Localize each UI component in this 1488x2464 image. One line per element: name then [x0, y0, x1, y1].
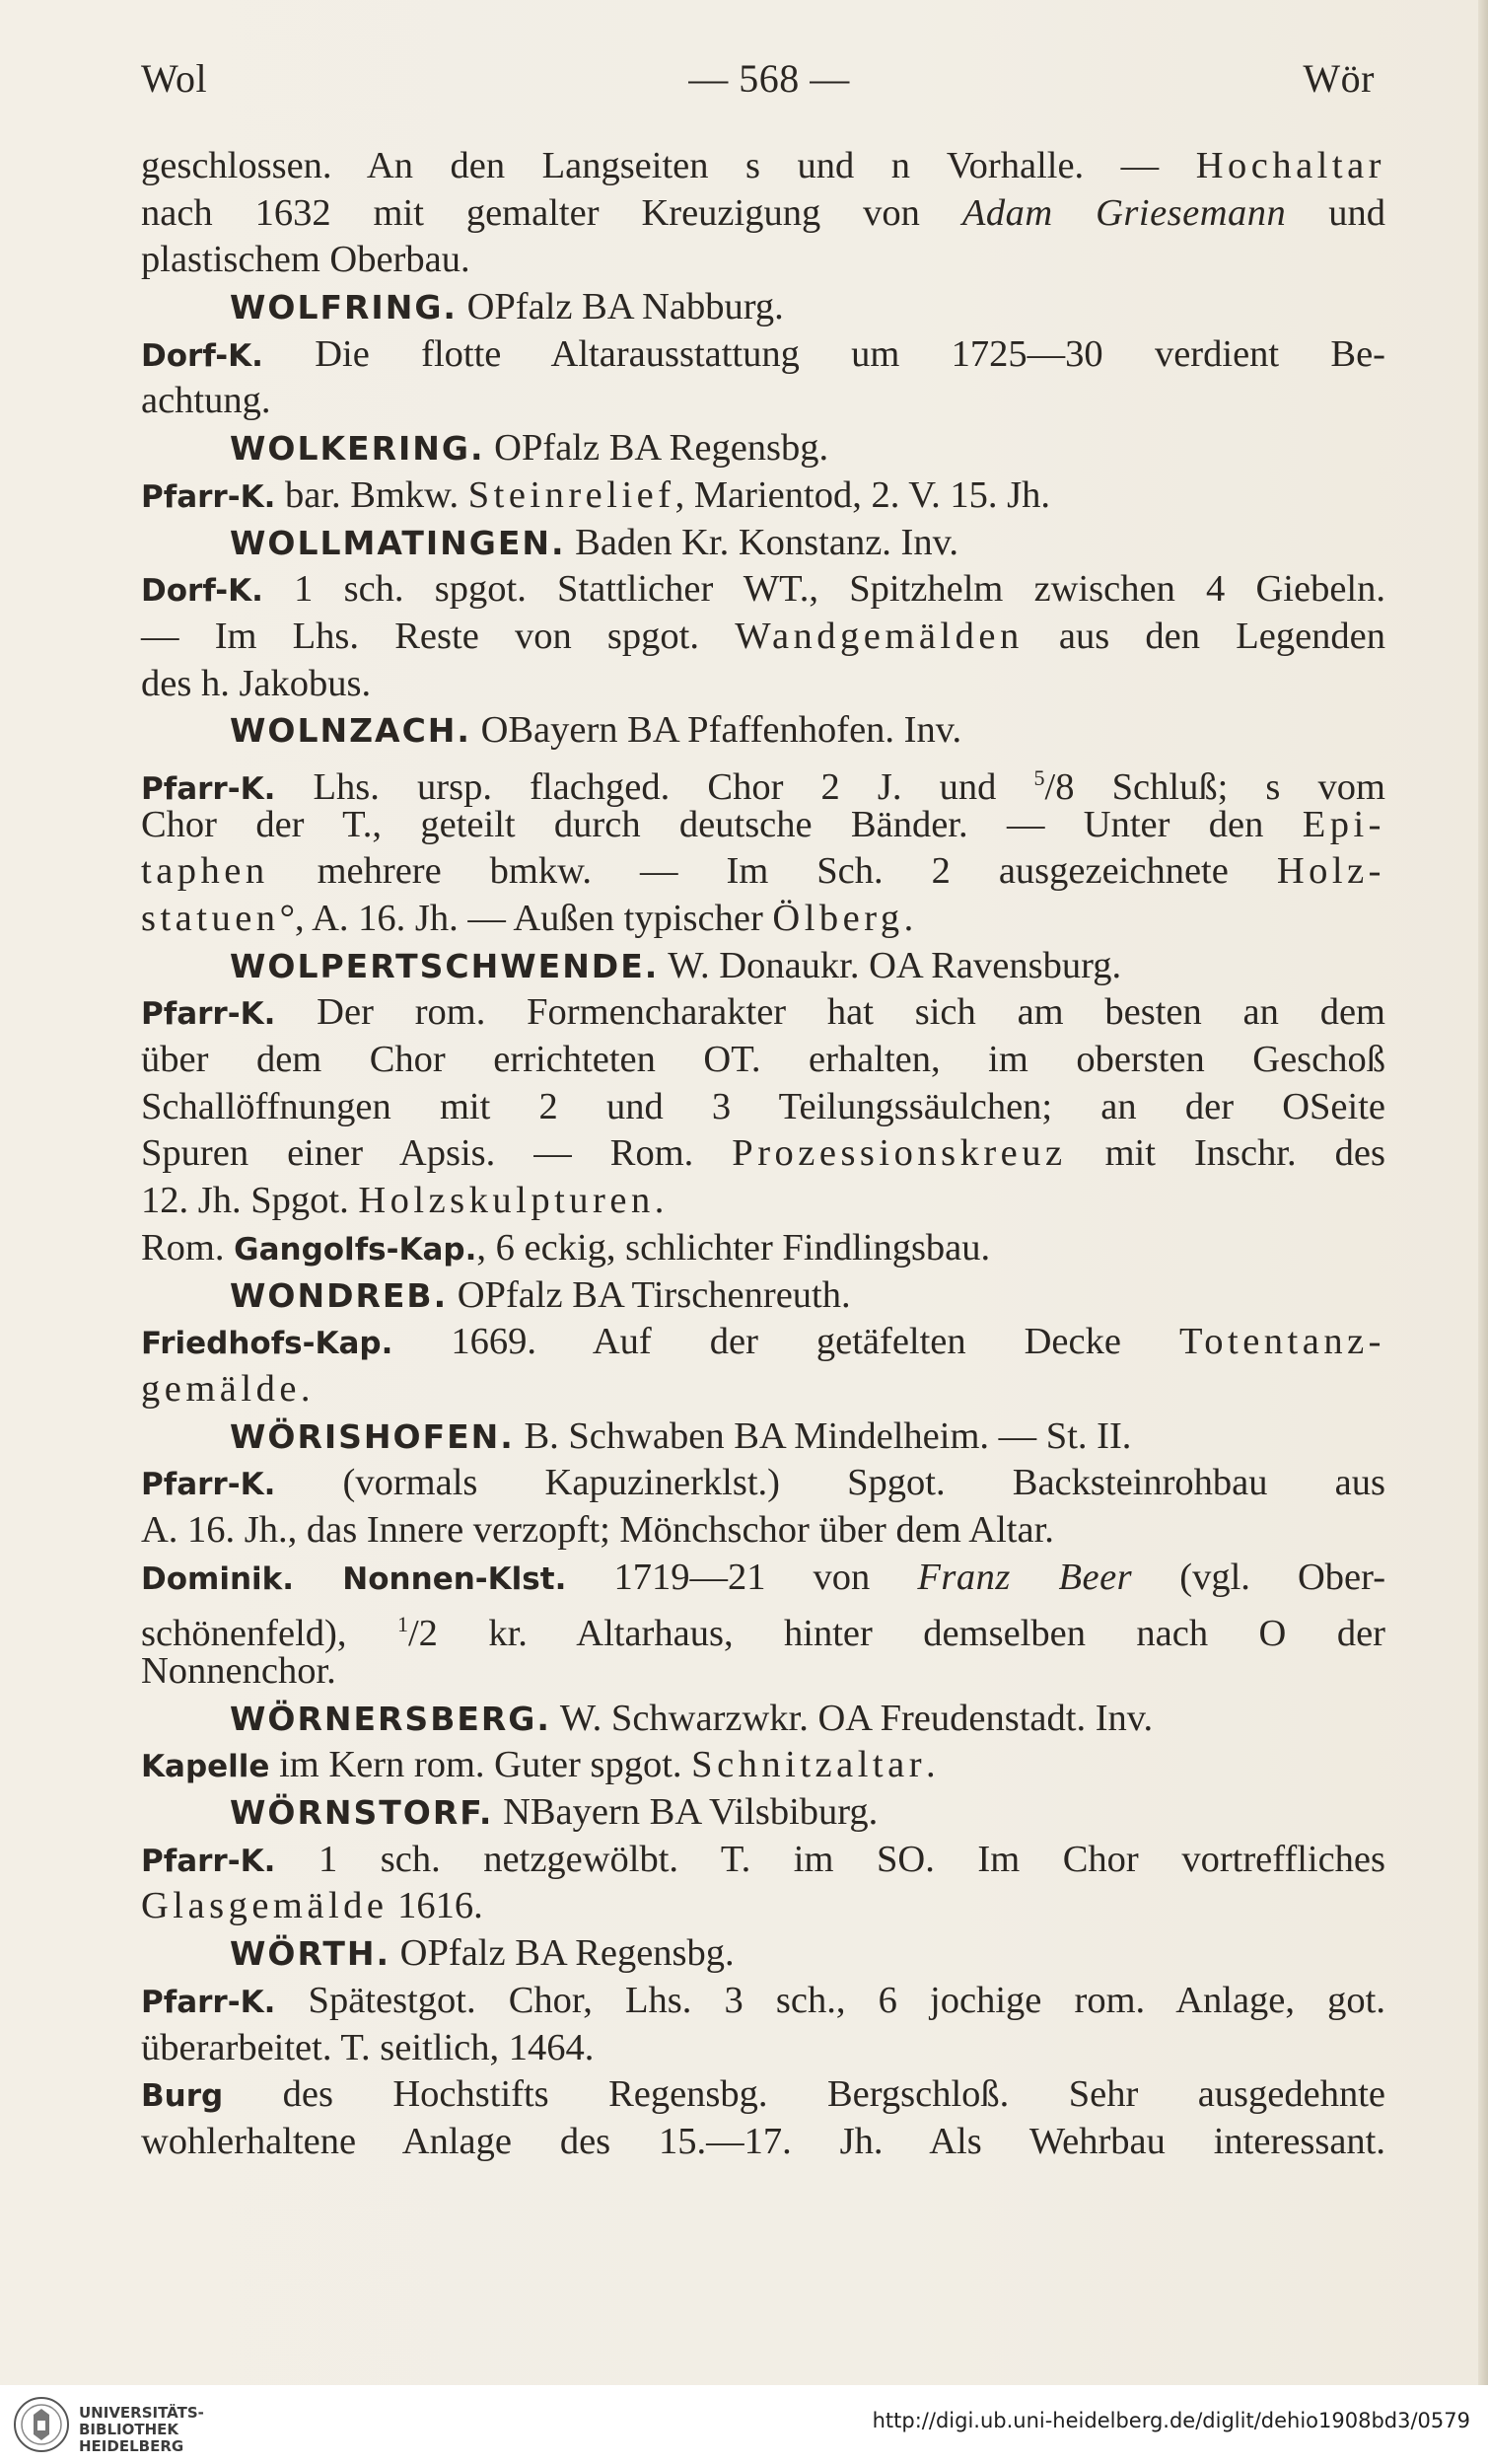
fraction: $^1$/2 — [396, 1612, 438, 1655]
spaced-term: Schnitzaltar — [691, 1744, 927, 1786]
text-segment: 1616. — [388, 1885, 483, 1927]
entry-label: Pfarr-K. — [141, 1467, 276, 1503]
place-heading: WOLKERING. — [230, 429, 485, 469]
text-segment: NBayern BA Vilsbiburg. — [493, 1791, 879, 1834]
text-line — [141, 1648, 1385, 1696]
entry-label: Gangolfs-Kap. — [234, 1231, 477, 1268]
text-segment: 1 sch. netzgewölbt. T. im SO. Im Chor vortreffliches — [275, 1838, 1385, 1880]
text-line — [141, 237, 1385, 284]
running-head-left: Wol — [141, 56, 208, 101]
entry-label: Pfarr-K. — [141, 770, 276, 807]
text-segment: 1669. Auf der getäfelten Decke — [392, 1321, 1179, 1363]
logo-line: HEIDELBERG — [79, 2437, 184, 2455]
entry-label: Kapelle — [141, 1749, 270, 1785]
text-segment: . — [300, 1367, 311, 1410]
text-segment: Rom. — [141, 1226, 235, 1268]
text-segment: Die flotte Altarausstattung um 1725—30 verdient Be- — [262, 332, 1385, 375]
text-line — [141, 1084, 1385, 1131]
text-segment: Schallöffnungen mit 2 und 3 Teilungssäulchen; an der OSeite — [141, 1085, 1385, 1127]
text-line — [141, 1930, 1385, 1978]
spaced-term: Prozessionskreuz — [732, 1132, 1067, 1175]
spaced-term: gemälde — [141, 1367, 301, 1410]
text-segment: B. Schwaben BA Mindelheim. — St. II. — [514, 1414, 1132, 1457]
text-line — [141, 1178, 1385, 1225]
logo-line: UNIVERSITÄTS- — [79, 2404, 204, 2422]
text-segment: °, A. 16. Jh. — Außen typischer — [279, 898, 773, 939]
place-heading: WOLNZACH. — [230, 711, 471, 751]
text-line — [141, 1272, 1385, 1320]
text-segment: — Im Lhs. Reste von spgot. — [141, 615, 736, 657]
entry-label: Friedhofs-Kap. — [141, 1326, 393, 1362]
text-segment: Baden Kr. Konstanz. Inv. — [565, 521, 958, 563]
spaced-term: statuen — [141, 898, 280, 939]
text-line — [141, 1883, 1385, 1930]
text-line — [141, 2119, 1385, 2166]
text-segment: des h. Jakobus. — [141, 662, 372, 704]
text-line — [141, 520, 1385, 567]
entry-label: Dorf-K. — [141, 337, 263, 374]
text-line — [141, 143, 1385, 190]
place-heading: WÖRISHOFEN. — [230, 1416, 515, 1456]
body-text — [141, 143, 1385, 2166]
logo-line: BIBLIOTHEK — [79, 2421, 178, 2438]
text-segment: OPfalz BA Regensbg. — [390, 1932, 735, 1975]
spaced-term: Totentanz- — [1178, 1321, 1385, 1363]
text-line — [141, 1742, 1385, 1789]
text-line — [141, 566, 1385, 614]
text-line — [141, 1696, 1385, 1743]
text-line — [141, 1130, 1385, 1178]
source-url-link[interactable]: http://digi.ub.uni-heidelberg.de/diglit/dehio1908bd3/0579 — [872, 2409, 1470, 2432]
text-segment: und — [1286, 191, 1385, 234]
spaced-term: Holzskulpturen — [358, 1180, 655, 1222]
text-segment: , 6 eckig, schlichter Findlingsbau. — [476, 1226, 991, 1268]
text-line — [141, 1837, 1385, 1884]
text-segment: . — [926, 1744, 936, 1786]
text-segment: Spuren einer Apsis. — Rom. — [141, 1132, 733, 1175]
text-segment: OPfalz BA Tirschenreuth. — [448, 1273, 851, 1316]
text-segment: A. 16. Jh., das Innere verzopft; Mönchschor über dem Altar. — [141, 1508, 1054, 1551]
text-line — [141, 190, 1385, 238]
text-segment: . — [654, 1180, 665, 1222]
text-segment: OPfalz BA Nabburg. — [457, 286, 784, 328]
library-logo-text — [79, 2405, 204, 2455]
text-line — [141, 1789, 1385, 1837]
text-line — [141, 802, 1385, 849]
text-line — [141, 1225, 1385, 1272]
text-line — [141, 943, 1385, 990]
entry-label: Burg — [141, 2078, 224, 2115]
text-segment: mit Inschr. des — [1066, 1132, 1385, 1175]
text-line — [141, 425, 1385, 472]
fraction: $^5$/8 — [1033, 764, 1075, 808]
spaced-term: taphen — [141, 850, 269, 893]
text-line — [141, 989, 1385, 1037]
text-segment: mehrere bmkw. — Im Sch. 2 ausgezeichnete — [268, 850, 1277, 893]
artist-name: Adam Griesemann — [961, 191, 1287, 234]
library-seal-icon — [12, 2395, 71, 2454]
text-segment: 12. Jh. Spgot. — [141, 1180, 359, 1222]
text-line — [141, 1978, 1385, 2025]
text-segment: nach 1632 mit gemalter Kreuzigung von — [141, 191, 962, 234]
text-segment: 1719—21 von — [566, 1556, 918, 1598]
text-segment: W. Schwarzwkr. OA Freudenstadt. Inv. — [550, 1697, 1154, 1739]
text-line — [141, 1460, 1385, 1507]
text-segment: Nonnenchor. — [141, 1650, 336, 1692]
running-head-right: Wör — [1303, 56, 1375, 101]
entry-label: Dorf-K. — [141, 573, 263, 610]
text-segment: OPfalz BA Regensbg. — [484, 427, 829, 470]
entry-label: Pfarr-K. — [141, 1843, 276, 1879]
text-segment: Spätestgot. Chor, Lhs. 3 sch., 6 jochige rom. Anlage, got. — [275, 1979, 1385, 2021]
text-line — [141, 1601, 1385, 1655]
text-segment: (vgl. Ober- — [1132, 1556, 1386, 1598]
text-line — [141, 378, 1385, 425]
text-line — [141, 1555, 1385, 1602]
text-segment: Schluß; s vom — [1074, 765, 1385, 808]
text-segment: des Hochstifts Regensbg. Bergschloß. Sehr ausgedehnte — [223, 2073, 1385, 2116]
spaced-term: Hochaltar — [1195, 145, 1385, 186]
text-segment: Chor der T., geteilt durch deutsche Bänder. — Unter den — [141, 803, 1303, 845]
text-line — [141, 614, 1385, 661]
text-segment: schönenfeld), — [141, 1613, 397, 1655]
place-heading: WOLFRING. — [230, 288, 458, 327]
text-segment: 1 sch. spgot. Stattlicher WT., Spitzhelm zwischen 4 Giebeln. — [262, 568, 1385, 611]
text-line — [141, 755, 1385, 808]
spaced-term: Ölberg — [772, 898, 904, 939]
text-segment: OBayern BA Pfaffenhofen. Inv. — [470, 709, 962, 752]
text-line — [141, 661, 1385, 708]
text-line — [141, 331, 1385, 379]
spaced-term: Holz- — [1276, 850, 1385, 893]
text-segment: kr. Altarhaus, hinter demselben nach O der — [437, 1613, 1385, 1655]
text-segment: (vormals Kapuzinerklst.) Spgot. Backsteinrohbau aus — [275, 1462, 1385, 1504]
place-heading: WOLPERTSCHWENDE. — [230, 946, 660, 985]
text-segment: überarbeitet. T. seitlich, 1464. — [141, 2026, 595, 2068]
text-segment: , Marientod, 2. V. 15. Jh. — [674, 473, 1050, 516]
text-line — [141, 1319, 1385, 1366]
artist-name: Franz Beer — [917, 1556, 1133, 1598]
text-segment: geschlossen. An den Langseiten s und n Vorhalle. — — [141, 145, 1196, 186]
text-line — [141, 707, 1385, 755]
text-line — [141, 1366, 1385, 1413]
text-segment: . — [903, 898, 914, 939]
place-heading: WÖRNSTORF. — [230, 1793, 494, 1833]
text-line — [141, 896, 1385, 943]
page-edge — [1478, 0, 1488, 2464]
spaced-term: Epi- — [1302, 803, 1385, 845]
text-line — [141, 1037, 1385, 1084]
spaced-term: Steinrelief — [467, 473, 675, 516]
text-segment: wohlerhaltene Anlage des 15.—17. Jh. Als Wehrbau interessant. — [141, 2120, 1385, 2162]
text-segment: aus den Legenden — [1023, 615, 1385, 657]
text-line — [141, 1507, 1385, 1555]
entry-label: Pfarr-K. — [141, 996, 276, 1033]
text-line — [141, 848, 1385, 896]
place-heading: WONDREB. — [230, 1275, 449, 1315]
place-heading: WÖRNERSBERG. — [230, 1699, 551, 1738]
footer-bar — [0, 2385, 1488, 2464]
text-line — [141, 2025, 1385, 2072]
text-line — [141, 284, 1385, 331]
spaced-term: Glasgemälde — [141, 1885, 389, 1927]
entry-label: Pfarr-K. — [141, 478, 276, 515]
text-segment: achtung. — [141, 380, 271, 422]
page-number: — 568 — — [688, 56, 850, 101]
place-heading: WÖRTH. — [230, 1934, 391, 1974]
text-segment: Lhs. ursp. flachged. Chor 2 J. und — [275, 765, 1034, 808]
text-segment: über dem Chor errichteten OT. erhalten, im obersten Geschoß — [141, 1039, 1385, 1081]
spaced-term: Wandgemälden — [735, 615, 1024, 657]
entry-label: Dominik. Nonnen-Klst. — [141, 1560, 567, 1597]
text-segment: plastischem Oberbau. — [141, 239, 470, 281]
text-segment: W. Donaukr. OA Ravensburg. — [659, 944, 1122, 986]
text-line — [141, 1413, 1385, 1461]
place-heading: WOLLMATINGEN. — [230, 523, 566, 562]
text-segment: Der rom. Formencharakter hat sich am besten an dem — [275, 991, 1385, 1034]
text-segment: bar. Bmkw. — [275, 473, 468, 516]
entry-label: Pfarr-K. — [141, 1984, 276, 2020]
text-segment: im Kern rom. Guter spgot. — [269, 1744, 692, 1786]
text-line — [141, 472, 1385, 520]
text-line — [141, 2071, 1385, 2119]
